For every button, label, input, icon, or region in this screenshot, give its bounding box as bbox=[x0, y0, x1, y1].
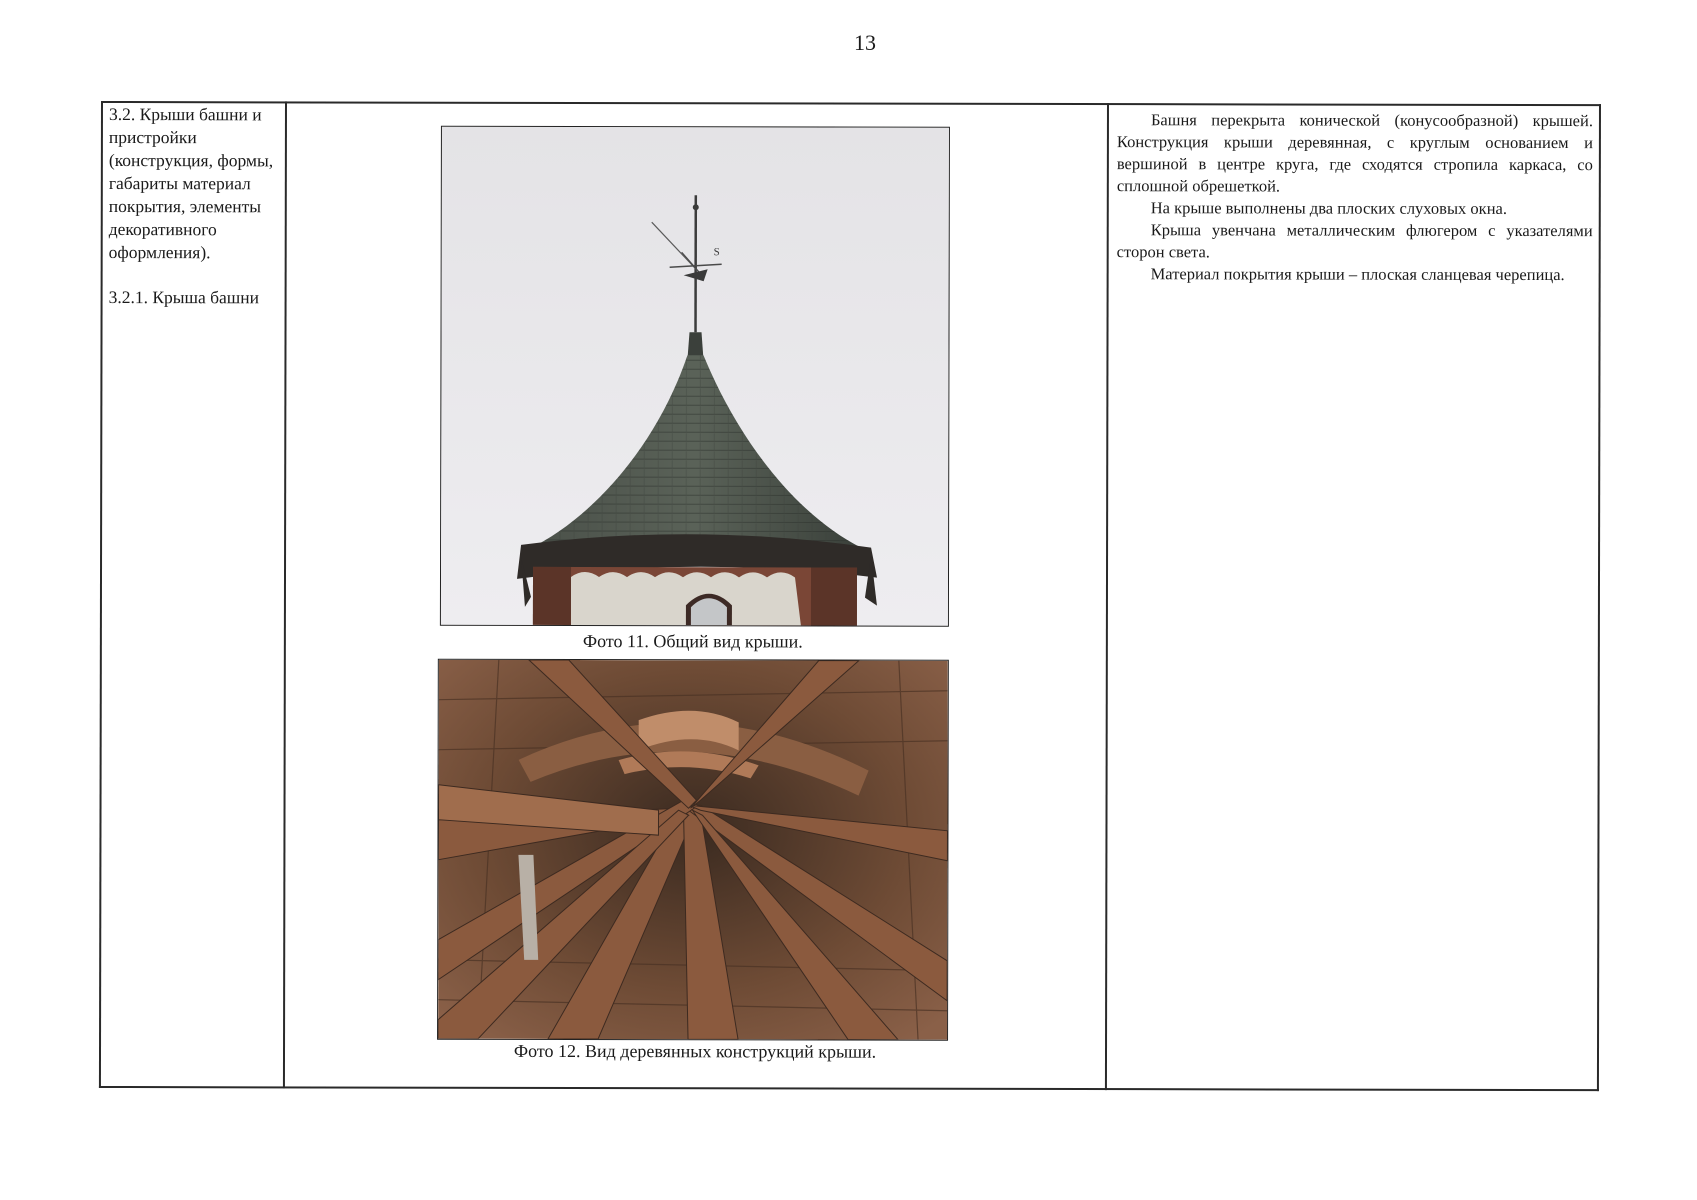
table-top-border bbox=[101, 101, 1601, 106]
document-table bbox=[99, 101, 1601, 1091]
table-right-border bbox=[1597, 104, 1601, 1091]
description-paragraph-4: Материал покрытия крыши – плоская сланцевая черепица. bbox=[1150, 264, 1565, 285]
photo-11-caption: Фото 11. Общий вид крыши. bbox=[582, 631, 803, 652]
section-title: 3.2. Крыши башни и пристройки (конструкция, формы, габариты материал покрытия, элементы декоративного оформления). bbox=[108, 104, 274, 263]
table-left-border bbox=[99, 101, 103, 1088]
column-divider-1 bbox=[283, 101, 287, 1088]
photo-11-roof-exterior bbox=[440, 126, 950, 627]
description-column bbox=[1117, 109, 1593, 286]
page-number: 13 bbox=[854, 30, 876, 55]
subsection-title: 3.2.1. Крыша башни bbox=[108, 287, 260, 308]
column-divider-2 bbox=[1105, 103, 1109, 1090]
description-paragraph-2: На крыше выполнены два плоских слуховых окна. bbox=[1150, 198, 1508, 218]
photo-12-roof-interior bbox=[437, 659, 949, 1041]
description-paragraph-1: Башня перекрыта конической (конусообразной) крышей. Конструкция крыши деревянная, с круглым основанием и вершиной в центре круга, где сходятся стропила каркаса, со сплошной обрешеткой. bbox=[1116, 110, 1593, 196]
table-bottom-border bbox=[99, 1086, 1599, 1091]
photo-12-caption: Фото 12. Вид деревянных конструкций крыши. bbox=[513, 1040, 877, 1062]
weathervane-letter: S bbox=[713, 246, 720, 259]
description-paragraph-3: Крыша увенчана металлическим флюгером с указателями сторон света. bbox=[1116, 220, 1593, 262]
section-heading-column bbox=[109, 103, 279, 331]
